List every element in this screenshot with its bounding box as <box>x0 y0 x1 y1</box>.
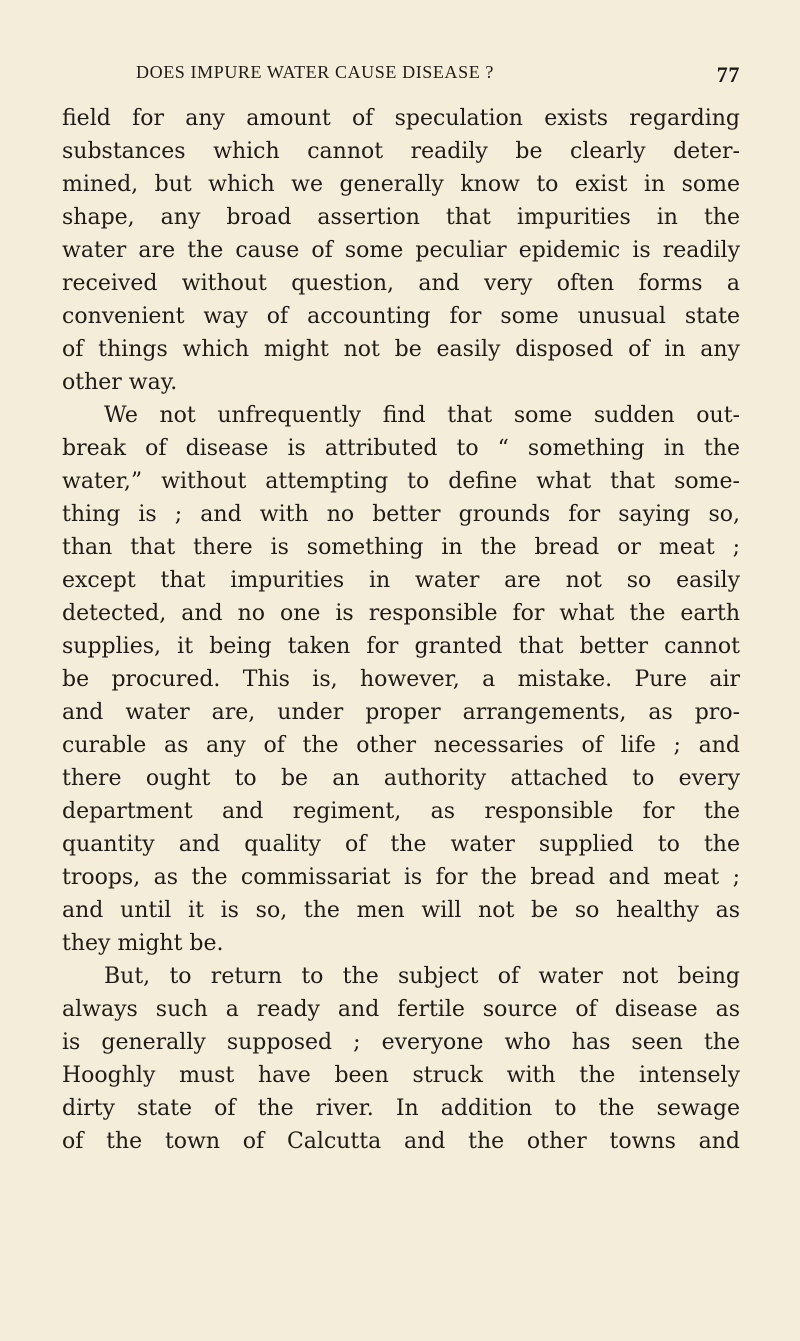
body-text <box>62 102 740 1158</box>
text-line: be procured. This is, however, a mistake. Pure air <box>62 667 740 692</box>
text-line: there ought to be an authority attached to every <box>62 766 740 791</box>
text-line: of the town of Calcutta and the other towns and <box>62 1129 740 1154</box>
text-line: is generally supposed ; everyone who has seen the <box>62 1030 740 1055</box>
text-line: curable as any of the other necessaries of life ; and <box>62 733 740 758</box>
text-line: We not unfrequently find that some sudden out- <box>104 403 740 428</box>
paragraph <box>62 399 740 960</box>
text-line: other way. <box>62 370 178 395</box>
text-line: dirty state of the river. In addition to the sewage <box>62 1096 740 1121</box>
text-line: But, to return to the subject of water not being <box>104 964 740 989</box>
text-line: break of disease is attributed to “ something in the <box>62 436 740 461</box>
page-number: 77 <box>716 62 740 87</box>
text-line: of things which might not be easily disposed of in any <box>62 337 740 362</box>
text-line: water,” without attempting to define what that some- <box>62 469 740 494</box>
text-line: detected, and no one is responsible for what the earth <box>62 601 740 626</box>
text-line: convenient way of accounting for some unusual state <box>62 304 740 329</box>
running-head <box>62 62 740 102</box>
text-line: than that there is something in the bread or meat ; <box>62 535 740 560</box>
text-line: received without question, and very often forms a <box>62 271 740 296</box>
text-line: field for any amount of speculation exists regarding <box>62 106 740 131</box>
text-line: water are the cause of some peculiar epidemic is readily <box>62 238 740 263</box>
paragraph <box>62 960 740 1158</box>
text-line: shape, any broad assertion that impurities in the <box>62 205 740 230</box>
text-line: they might be. <box>62 931 224 956</box>
paragraph <box>62 102 740 399</box>
text-line: thing is ; and with no better grounds for saying so, <box>62 502 740 527</box>
text-line: Hooghly must have been struck with the intensely <box>62 1063 740 1088</box>
text-line: substances which cannot readily be clearly deter- <box>62 139 740 164</box>
text-line: and water are, under proper arrangements, as pro- <box>62 700 740 725</box>
text-line: quantity and quality of the water supplied to the <box>62 832 740 857</box>
text-line: troops, as the commissariat is for the bread and meat ; <box>62 865 740 890</box>
text-line: and until it is so, the men will not be so healthy as <box>62 898 740 923</box>
text-line: mined, but which we generally know to exist in some <box>62 172 740 197</box>
text-line: always such a ready and fertile source of disease as <box>62 997 740 1022</box>
running-title: DOES IMPURE WATER CAUSE DISEASE ? <box>136 62 494 82</box>
text-line: department and regiment, as responsible for the <box>62 799 740 824</box>
text-line: supplies, it being taken for granted that better cannot <box>62 634 740 659</box>
text-line: except that impurities in water are not so easily <box>62 568 740 593</box>
